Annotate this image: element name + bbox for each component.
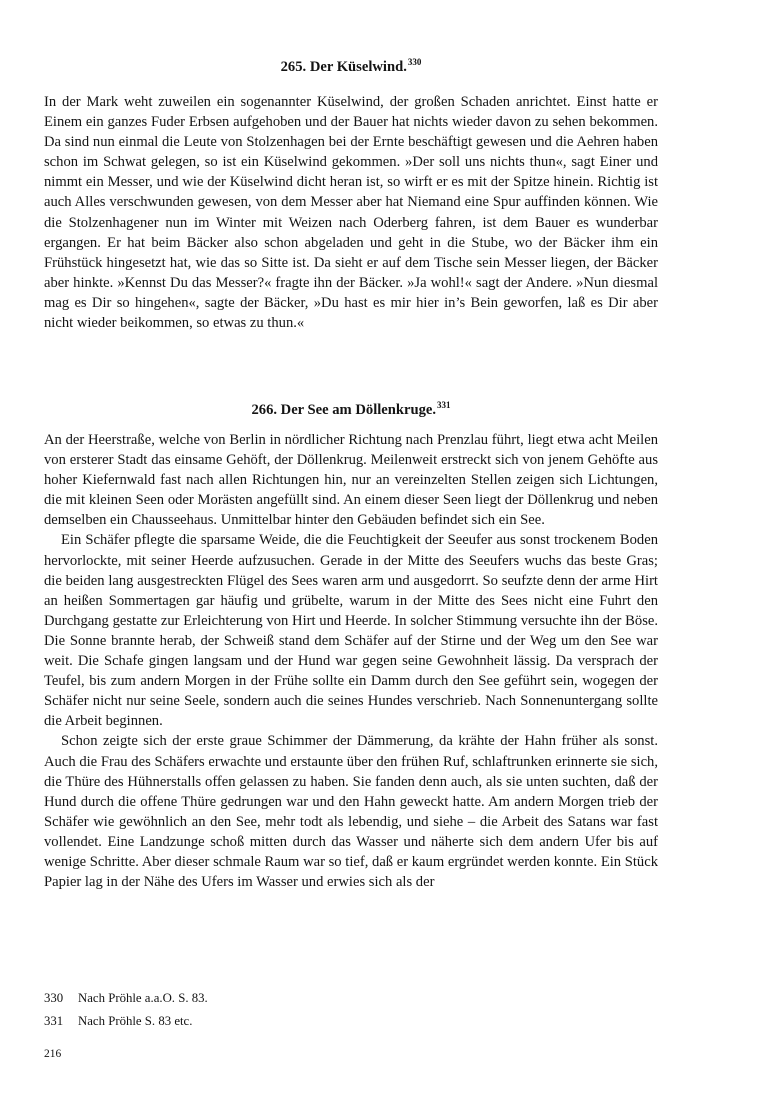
footnote-text: Nach Pröhle S. 83 etc.	[78, 1014, 193, 1028]
section-title-text: 265. Der Küselwind.	[280, 59, 407, 75]
footnote-number: 330	[44, 991, 64, 1005]
section-265	[44, 92, 658, 333]
section-title-266	[44, 395, 658, 420]
section-title-265	[44, 52, 658, 77]
footnote-text: Nach Pröhle a.a.O. S. 83.	[78, 991, 208, 1005]
footnote-ref-331[interactable]: 331	[437, 400, 451, 410]
footnote-330	[44, 987, 208, 1010]
paragraph: Ein Schäfer pflegte die sparsame Weide, die die Feuchtigkeit der Seeufer aus sonst trockenem Boden hervorlockte, mit seiner Heerde aufzusuchen. Gerade in der Mitte des Seeufers wuchs das beste Gras; die beiden lang ausgestreckten Flügel des Sees waren arm und ausgedorrt. So seufzte denn der arme Hirt an heißen Sommertagen gar häufig und grübelte, warum in der Mitte des Sees nicht eine Fuhrt den Durchgang gestatte zur Erleichterung von Hirt und Heerde. In solcher Stimmung versuchte ihn der Böse. Die Sonne brannte herab, der Schweiß stand dem Schäfer auf der Stirne und der Weg um den See war weit. Die Schafe gingen langsam und der Hund war gegen seine Gewohnheit lässig. Da versprach der Teufel, bis zum andern Morgen in der Frühe sollte ein Damm durch den See geführt sein, wogegen der Schäfer nicht nur seine Seele, sondern auch die seines Hundes verschrieb. Nach Sonnenuntergang sollte die Arbeit beginnen.	[44, 532, 658, 730]
section-title-text: 266. Der See am Döllenkruge.	[251, 402, 437, 418]
footnote-number: 331	[44, 1014, 64, 1028]
footnote-ref-330[interactable]: 330	[407, 57, 422, 67]
section-266	[44, 430, 658, 892]
paragraph: Schon zeigte sich der erste graue Schimmer der Dämmerung, da krähte der Hahn früher als sonst. Auch die Frau des Schäfers erwachte und erstaunte über den frühen Ruf, schlaftrunken erinnerte sie sich, die Thüre des Hühnerstalls offen gelassen zu haben. Sie fanden denn auch, als sie unten suchten, daß der Hund durch die offene Thüre gedrungen war und den Hahn geweckt hatte. Am andern Morgen trieb der Schäfer wie gewöhnlich an den See, mehr todt als lebendig, und siehe – die Arbeit des Satans war fast vollendet. Eine Landzunge schoß mitten durch das Wasser und näherte sich dem andern Ufer bis auf wenige Schritte. Aber dieser schmale Raum war so tief, daß er kaum ergründet werden konnte. Ein Stück Papier lag in der Nähe des Ufers im Wasser und erwies sich als der	[44, 733, 658, 891]
paragraph: An der Heerstraße, welche von Berlin in nördlicher Richtung nach Prenzlau führt, liegt etwa acht Meilen von ersterer Stadt das einsame Gehöft, der Döllenkrug. Meilenweit erstreckt sich von jenem Gehöfte aus hoher Kiefernwald fast nach allen Richtungen hin, nur an vereinzelten Stellen zeigen sich Lichtungen, die mit kleinen Seen oder Morästen angefüllt sind. An einem dieser Seen liegt der Döllenkrug und neben demselben ein Chausseehaus. Unmittelbar hinter den Gebäuden befindet sich ein See.	[44, 432, 658, 529]
paragraph: In der Mark weht zuweilen ein sogenannter Küselwind, der großen Schaden anrichtet. Einst hatte er Einem ein ganzes Fuder Erbsen aufgehoben und der Bauer hat nichts wieder davon zu sehen bekommen. Da sind nun einmal die Leute von Stolzenhagen bei der Ernte beschäftigt gewesen und die Aehren haben schon im Schwat gelegen, so ist ein Küselwind gekommen. »Der soll uns nichts thun«, sagt Einer und nimmt ein Messer, und wie der Küselwind dicht heran ist, so wirft er es mit der Spitze hinein. Richtig ist auch Alles verschwunden gewesen, von dem Messer aber hat Niemand eine Spur auffinden können. Wie die Stolzenhagener nun im Winter mit Weizen nach Oderberg fahren, ist dem Bauer es wunderbar ergangen. Er hat beim Bäcker also schon abgeladen und geht in die Stube, wo der Bäcker ihm ein Frühstück hingesetzt hat, wie das so Sitte ist. Da sieht er auf dem Tische sein Messer liegen, der Bäcker aber hinkte. »Kennst Du das Messer?« fragte ihn der Bäcker. »Ja wohl!« sagt der Andere. »Nun diesmal mag es Dir so hingehen«, sagte der Bäcker, »Du hast es mir hier in’s Bein geworfen, laß es Dir aber nicht wieder beikommen, so etwas zu thun.«	[44, 94, 658, 332]
footnote-331	[44, 1010, 208, 1033]
footnotes	[44, 987, 208, 1033]
page-number: 216	[44, 1048, 62, 1060]
